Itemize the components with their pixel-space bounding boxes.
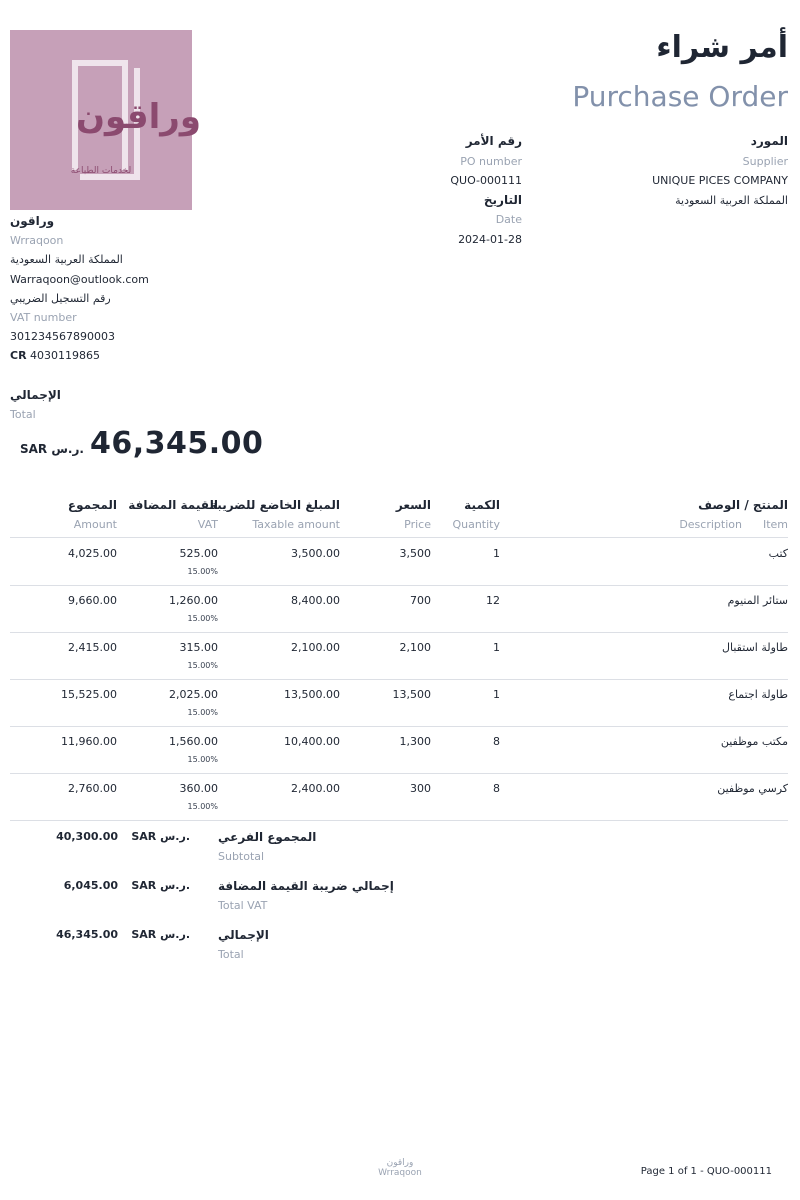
subtotal-value: 40,300.00 bbox=[56, 830, 118, 843]
vat-total-currency: SAR ر.س. bbox=[131, 879, 190, 892]
row-vat: 2,025.00 bbox=[169, 688, 218, 701]
table-row bbox=[10, 633, 788, 680]
th-desc-en: Description bbox=[679, 518, 742, 531]
row-qty: 12 bbox=[486, 594, 500, 607]
row-amount: 2,760.00 bbox=[68, 782, 117, 795]
row-item: طاولة استقبال bbox=[722, 641, 788, 654]
row-price: 3,500 bbox=[399, 547, 431, 560]
th-amount-ar: المجموع bbox=[67, 498, 117, 512]
sender-cr bbox=[10, 346, 230, 365]
table-row bbox=[10, 774, 788, 821]
th-item-ar: المنتج / الوصف bbox=[698, 498, 788, 512]
po-date-label-ar: التاريخ bbox=[483, 192, 522, 207]
subtotal-label-en: Subtotal bbox=[218, 850, 265, 863]
grand-total-amount: 46,345.00 bbox=[89, 426, 264, 461]
row-price: 13,500 bbox=[392, 688, 431, 701]
row-vat-pct: 15.00% bbox=[187, 614, 218, 623]
grand-total-currency: SAR ر.س. bbox=[20, 442, 84, 456]
row-price: 700 bbox=[410, 594, 431, 607]
summary-total-label-en: Total bbox=[218, 948, 244, 961]
row-vat: 360.00 bbox=[179, 782, 218, 795]
po-date: 2024-01-28 bbox=[458, 232, 522, 246]
row-qty: 1 bbox=[493, 688, 500, 701]
footer-brand bbox=[360, 1158, 440, 1178]
total-label-block bbox=[10, 386, 61, 424]
vat-total-label-en: Total VAT bbox=[218, 899, 268, 912]
supplier-label-ar: المورد bbox=[750, 134, 788, 148]
row-taxable: 8,400.00 bbox=[291, 594, 340, 607]
row-vat: 1,560.00 bbox=[169, 735, 218, 748]
footer-brand-ar: وراقون bbox=[386, 1158, 414, 1168]
th-item bbox=[679, 496, 788, 534]
summary-subtotal bbox=[10, 826, 430, 876]
po-date-label-en: Date bbox=[495, 213, 522, 226]
subtotal-label-ar: المجموع الفرعي bbox=[218, 830, 317, 844]
table-row bbox=[10, 680, 788, 727]
row-vat: 525.00 bbox=[179, 547, 218, 560]
row-qty: 1 bbox=[493, 547, 500, 560]
row-taxable: 2,400.00 bbox=[291, 782, 340, 795]
row-amount: 9,660.00 bbox=[68, 594, 117, 607]
logo-tagline: لخدمات الطباعة bbox=[70, 166, 132, 176]
row-item: ستائر المنيوم bbox=[727, 594, 788, 607]
th-qty-ar: الكمية bbox=[464, 498, 500, 512]
th-amount-en: Amount bbox=[73, 518, 117, 531]
total-label-ar: الإجمالي bbox=[10, 388, 61, 402]
row-amount: 11,960.00 bbox=[61, 735, 117, 748]
vat-total-value: 6,045.00 bbox=[63, 879, 118, 892]
supplier-country: المملكة العربية السعودية bbox=[675, 193, 788, 207]
row-vat-pct: 15.00% bbox=[187, 802, 218, 811]
th-amount bbox=[68, 496, 117, 534]
supplier-label-en: Supplier bbox=[742, 154, 788, 168]
summary-vat bbox=[10, 875, 430, 925]
sender-vat-label-en: VAT number bbox=[10, 311, 77, 325]
items-table-header bbox=[10, 494, 788, 538]
row-vat: 1,260.00 bbox=[169, 594, 218, 607]
th-price-ar: السعر bbox=[395, 498, 431, 512]
vat-total-label-ar: إجمالي ضريبة القيمة المضافة bbox=[218, 879, 394, 893]
row-qty: 8 bbox=[493, 782, 500, 795]
po-info bbox=[450, 132, 522, 249]
company-logo bbox=[10, 30, 201, 210]
supplier-name: UNIQUE PICES COMPANY bbox=[652, 174, 788, 187]
summary-total-currency: SAR ر.س. bbox=[131, 928, 190, 941]
sender-vat-label-ar: رقم التسجيل الضريبي bbox=[10, 291, 111, 305]
row-amount: 4,025.00 bbox=[68, 547, 117, 560]
row-qty: 8 bbox=[493, 735, 500, 748]
table-row bbox=[10, 539, 788, 586]
row-vat: 315.00 bbox=[179, 641, 218, 654]
po-number: QUO-000111 bbox=[450, 174, 522, 187]
th-taxable-ar: المبلغ الخاضع للضريبة bbox=[210, 498, 340, 512]
th-price-en: Price bbox=[404, 518, 431, 531]
row-taxable: 3,500.00 bbox=[291, 547, 340, 560]
th-qty-en: Quantity bbox=[452, 518, 500, 531]
th-item-en: Item bbox=[762, 518, 788, 531]
row-qty: 1 bbox=[493, 641, 500, 654]
row-vat-pct: 15.00% bbox=[187, 755, 218, 764]
sender-cr-number: 4030119865 bbox=[30, 349, 101, 363]
row-item: كرسي موظفين bbox=[717, 782, 788, 795]
summary-total-label-ar: الإجمالي bbox=[218, 928, 269, 942]
row-item: طاولة اجتماع bbox=[728, 688, 788, 701]
grand-total bbox=[20, 426, 263, 461]
th-price bbox=[396, 496, 431, 534]
page-title-en: Purchase Order bbox=[572, 80, 788, 113]
row-taxable: 13,500.00 bbox=[284, 688, 340, 701]
sender-vat-number: 301234567890003 bbox=[10, 330, 115, 344]
row-price: 300 bbox=[410, 782, 431, 795]
row-amount: 2,415.00 bbox=[68, 641, 117, 654]
footer-brand-en: Wrraqoon bbox=[378, 1168, 422, 1178]
total-label-en: Total bbox=[10, 408, 36, 421]
sender-country: المملكة العربية السعودية bbox=[10, 253, 123, 267]
row-item: كتب bbox=[768, 547, 788, 560]
sender-name-ar: وراقون bbox=[10, 214, 55, 228]
th-vat-en: VAT bbox=[197, 518, 218, 531]
summary-total bbox=[10, 924, 430, 974]
row-price: 2,100 bbox=[399, 641, 431, 654]
sender-email: Warraqoon@outlook.com bbox=[10, 272, 149, 286]
po-number-label-en: PO number bbox=[460, 154, 522, 168]
row-vat-pct: 15.00% bbox=[187, 661, 218, 670]
subtotal-currency: SAR ر.س. bbox=[131, 830, 190, 843]
th-vat-ar: القيمة المضافة bbox=[128, 498, 218, 512]
row-amount: 15,525.00 bbox=[61, 688, 117, 701]
row-price: 1,300 bbox=[399, 735, 431, 748]
row-taxable: 2,100.00 bbox=[291, 641, 340, 654]
page-number: Page 1 of 1 - QUO-000111 bbox=[640, 1166, 772, 1177]
table-row bbox=[10, 727, 788, 774]
row-taxable: 10,400.00 bbox=[284, 735, 340, 748]
po-number-label-ar: رقم الأمر bbox=[465, 134, 522, 148]
th-taxable bbox=[210, 496, 340, 534]
page-title-ar: أمر شراء bbox=[656, 30, 788, 65]
row-item: مكتب موظفين bbox=[720, 735, 788, 748]
th-vat bbox=[128, 496, 218, 534]
sender-name-en: Wrraqoon bbox=[10, 234, 64, 248]
logo-mark: وراقون bbox=[76, 97, 201, 137]
row-vat-pct: 15.00% bbox=[187, 708, 218, 717]
th-taxable-en: Taxable amount bbox=[252, 518, 340, 531]
th-qty bbox=[452, 496, 500, 534]
sender-info bbox=[10, 212, 230, 366]
sender-cr-label: CR bbox=[10, 349, 27, 363]
table-row bbox=[10, 586, 788, 633]
row-vat-pct: 15.00% bbox=[187, 567, 218, 576]
supplier-info bbox=[652, 132, 788, 210]
summary-total-value: 46,345.00 bbox=[56, 928, 118, 941]
